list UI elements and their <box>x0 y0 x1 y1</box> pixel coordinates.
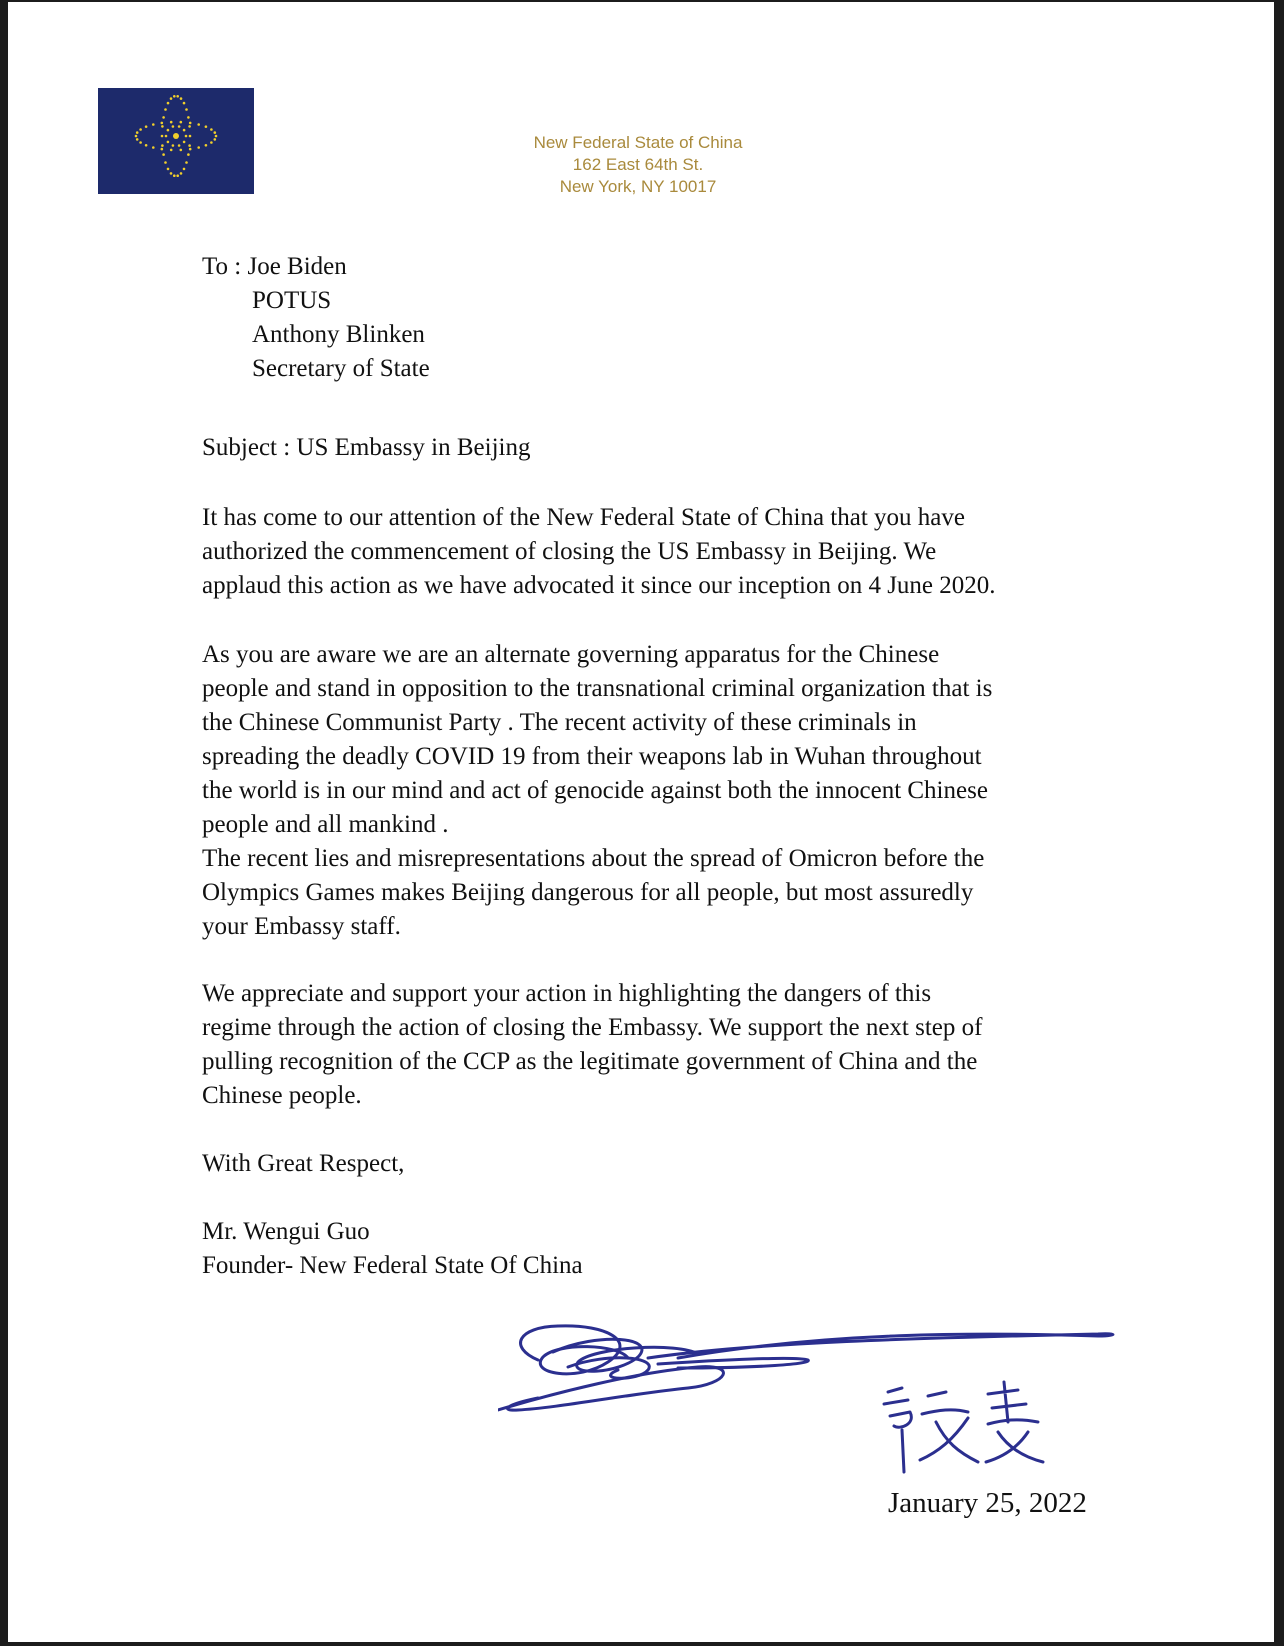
flag-star-dot <box>188 125 191 128</box>
flag-star-dot <box>189 148 192 151</box>
flag-star-dot <box>180 172 183 175</box>
letterhead <box>508 132 768 198</box>
flag-star-dot <box>162 116 165 119</box>
flag-star-dot <box>180 121 183 124</box>
recipient-line-2: POTUS <box>252 287 332 314</box>
recipient-block <box>202 250 430 386</box>
flag-star-dot <box>161 125 164 128</box>
paragraph-1 <box>202 501 996 603</box>
flag-star-dot <box>189 135 192 138</box>
paragraph-2-line: the world is in our mind and act of genocide against both the innocent Chinese <box>202 777 988 804</box>
flag-star-dot <box>152 123 155 126</box>
paragraph-2-line: The recent lies and misrepresentations about the spread of Omicron before the <box>202 845 985 872</box>
flag-star-dot <box>185 135 188 138</box>
paragraph-2-line: spreading the deadly COVID 19 from their weapons lab in Wuhan throughout <box>202 743 982 770</box>
flag-centre-star <box>173 133 179 139</box>
flag-star-dot <box>187 153 190 156</box>
letter-page <box>8 2 1274 1642</box>
flag-star-dot <box>164 161 167 164</box>
paragraph-1-line: applaud this action as we have advocated it since our inception on 4 June 2020. <box>202 572 996 599</box>
paragraph-3 <box>202 977 982 1113</box>
subject-line <box>202 431 530 465</box>
paragraph-3-line: pulling recognition of the CCP as the legitimate government of China and the <box>202 1048 978 1075</box>
flag-star-dot <box>172 125 175 128</box>
signatory-block <box>202 1215 583 1283</box>
signatory-title: Founder- New Federal State Of China <box>202 1252 583 1279</box>
flag-star-dot <box>167 129 170 132</box>
flag-star-dot <box>173 174 176 177</box>
flag-star-dot <box>215 135 218 138</box>
flag-star-dot <box>161 122 164 125</box>
paragraph-3-line: Chinese people. <box>202 1082 362 1109</box>
handwritten-signature <box>498 1312 1158 1492</box>
flag-star-dot <box>183 129 186 132</box>
paragraph-2-line: people and stand in opposition to the transnational criminal organization that is <box>202 675 993 702</box>
flag-star-dot <box>176 174 179 177</box>
flag-star-dot <box>145 144 148 147</box>
signatory-name: Mr. Wengui Guo <box>202 1218 370 1245</box>
flag-star-dot <box>210 128 213 131</box>
flag-star-dot <box>173 95 176 98</box>
flag-star-dot <box>135 135 138 138</box>
flag-star-dot <box>183 141 186 144</box>
closing-text: With Great Respect, <box>202 1150 405 1177</box>
paragraph-1-line: authorized the commencement of closing the US Embassy in Beijing. We <box>202 538 937 565</box>
flag-star-dot <box>152 146 155 149</box>
flag-star-dot <box>176 95 179 98</box>
flag-star-dot <box>136 131 139 134</box>
paragraph-2-line: your Embassy staff. <box>202 913 401 940</box>
flag-star-dot <box>185 108 188 111</box>
flag-star-dot <box>170 149 173 152</box>
flag-star-dot <box>145 125 148 128</box>
flag-star-dot <box>161 135 164 138</box>
flag-star-dot <box>180 149 183 152</box>
flag-star-dot <box>205 125 208 128</box>
paragraph-2-line: the Chinese Communist Party . The recent activity of these criminals in <box>202 709 917 736</box>
recipient-line-4: Secretary of State <box>252 355 430 382</box>
flag-star-dot <box>165 135 168 138</box>
flag-emblem-icon <box>98 88 254 194</box>
recipient-line-1: To : Joe Biden <box>202 253 347 280</box>
flag-star-dot <box>214 138 217 141</box>
flag-star-dot <box>180 97 183 100</box>
flag-star-dot <box>189 122 192 125</box>
letterhead-street: 162 East 64th St. <box>572 155 704 174</box>
flag-star-dot <box>172 144 175 147</box>
flag-star-dot <box>187 116 190 119</box>
subject-text: Subject : US Embassy in Beijing <box>202 434 531 461</box>
flag-star-dot <box>188 144 191 147</box>
flag-star-dot <box>197 146 200 149</box>
paragraph-3-line: We appreciate and support your action in highlighting the dangers of this <box>202 980 932 1007</box>
paragraph-1-line: It has come to our attention of the New Federal State of China that you have <box>202 504 965 531</box>
flag-star-dot <box>167 141 170 144</box>
flag-star-dot <box>205 144 208 147</box>
flag-star-dot <box>183 168 186 171</box>
flag-star-dot <box>178 144 181 147</box>
flag-star-dot <box>170 121 173 124</box>
flag-star-dot <box>183 102 186 105</box>
flag-star-dot <box>139 128 142 131</box>
flag-star-dot <box>167 168 170 171</box>
flag-star-dot <box>136 138 139 141</box>
paragraph-2 <box>202 638 992 944</box>
flag-star-dot <box>185 161 188 164</box>
flag-star-dot <box>164 108 167 111</box>
recipient-line-3: Anthony Blinken <box>252 321 425 348</box>
paragraph-2-line: Olympics Games makes Beijing dangerous for all people, but most assuredly <box>202 879 974 906</box>
paragraph-2-line: As you are aware we are an alternate governing apparatus for the Chinese <box>202 641 940 668</box>
flag-star-dot <box>178 125 181 128</box>
paragraph-3-line: regime through the action of closing the Embassy. We support the next step of <box>202 1014 983 1041</box>
flag-star-dot <box>170 172 173 175</box>
closing <box>202 1147 404 1181</box>
flag-star-dot <box>170 97 173 100</box>
letterhead-org: New Federal State of China <box>533 133 743 152</box>
letterhead-city: New York, NY 10017 <box>559 177 717 196</box>
letter-date: January 25, 2022 <box>888 1487 1087 1519</box>
flag-star-dot <box>167 102 170 105</box>
paragraph-2-line: people and all mankind . <box>202 811 449 838</box>
flag-star-dot <box>210 141 213 144</box>
flag-star-dot <box>161 148 164 151</box>
flag-star-dot <box>139 141 142 144</box>
flag-star-dot <box>161 144 164 147</box>
flag-star-dot <box>214 131 217 134</box>
flag-star-dot <box>162 153 165 156</box>
flag-star-dot <box>197 123 200 126</box>
